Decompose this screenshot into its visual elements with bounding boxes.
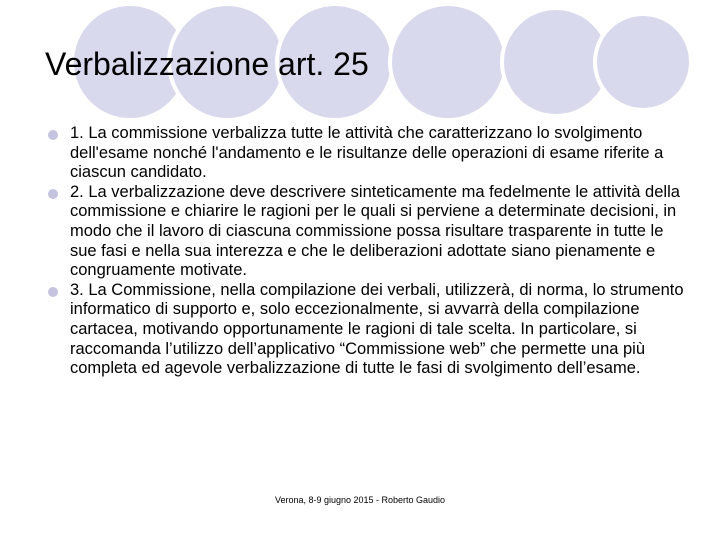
bullet-icon xyxy=(48,287,58,297)
deco-circle xyxy=(595,14,691,110)
bullet-text: 3. La Commissione, nella compilazione dei verbali, utilizzerà, di norma, lo strumento informatico di supporto e, solo eccezionalmente, si avvarrà della compilazione cartacea, motivando opportunamente le ragioni di tale scelta. In particolare, si raccomanda l’utilizzo dell’applicativo “Commissione web” che permette una più completa ed agevole verbalizzazione di tutte le fasi di svolgimento dell’esame. xyxy=(70,280,684,378)
slide-footer: Verona, 8-9 giugno 2015 - Roberto Gaudio xyxy=(274,495,446,505)
bullet-icon xyxy=(48,130,58,140)
bullet-item xyxy=(70,124,690,183)
bullet-list xyxy=(70,124,690,379)
bullet-icon xyxy=(48,189,58,199)
deco-circle xyxy=(390,4,506,120)
bullet-text: 1. La commissione verbalizza tutte le attività che caratterizzano lo svolgimento dell'esame nonché l'andamento e le risultanze delle operazioni di esame riferite a ciascun candidato. xyxy=(70,124,664,182)
slide-title: Verbalizzazione art. 25 xyxy=(45,46,369,82)
bullet-item xyxy=(70,281,690,379)
bullet-text: 2. La verbalizzazione deve descrivere sinteticamente ma fedelmente le attività della commissione e chiarire le ragioni per le quali si perviene a determinate decisioni, in modo che il lavoro di ciascuna commissione possa risultare trasparente in tutte le sue fasi e nella sua interezza e che le deliberazioni adottate siano pienamente e congruamente motivate. xyxy=(70,182,680,280)
bullet-item xyxy=(70,183,690,281)
